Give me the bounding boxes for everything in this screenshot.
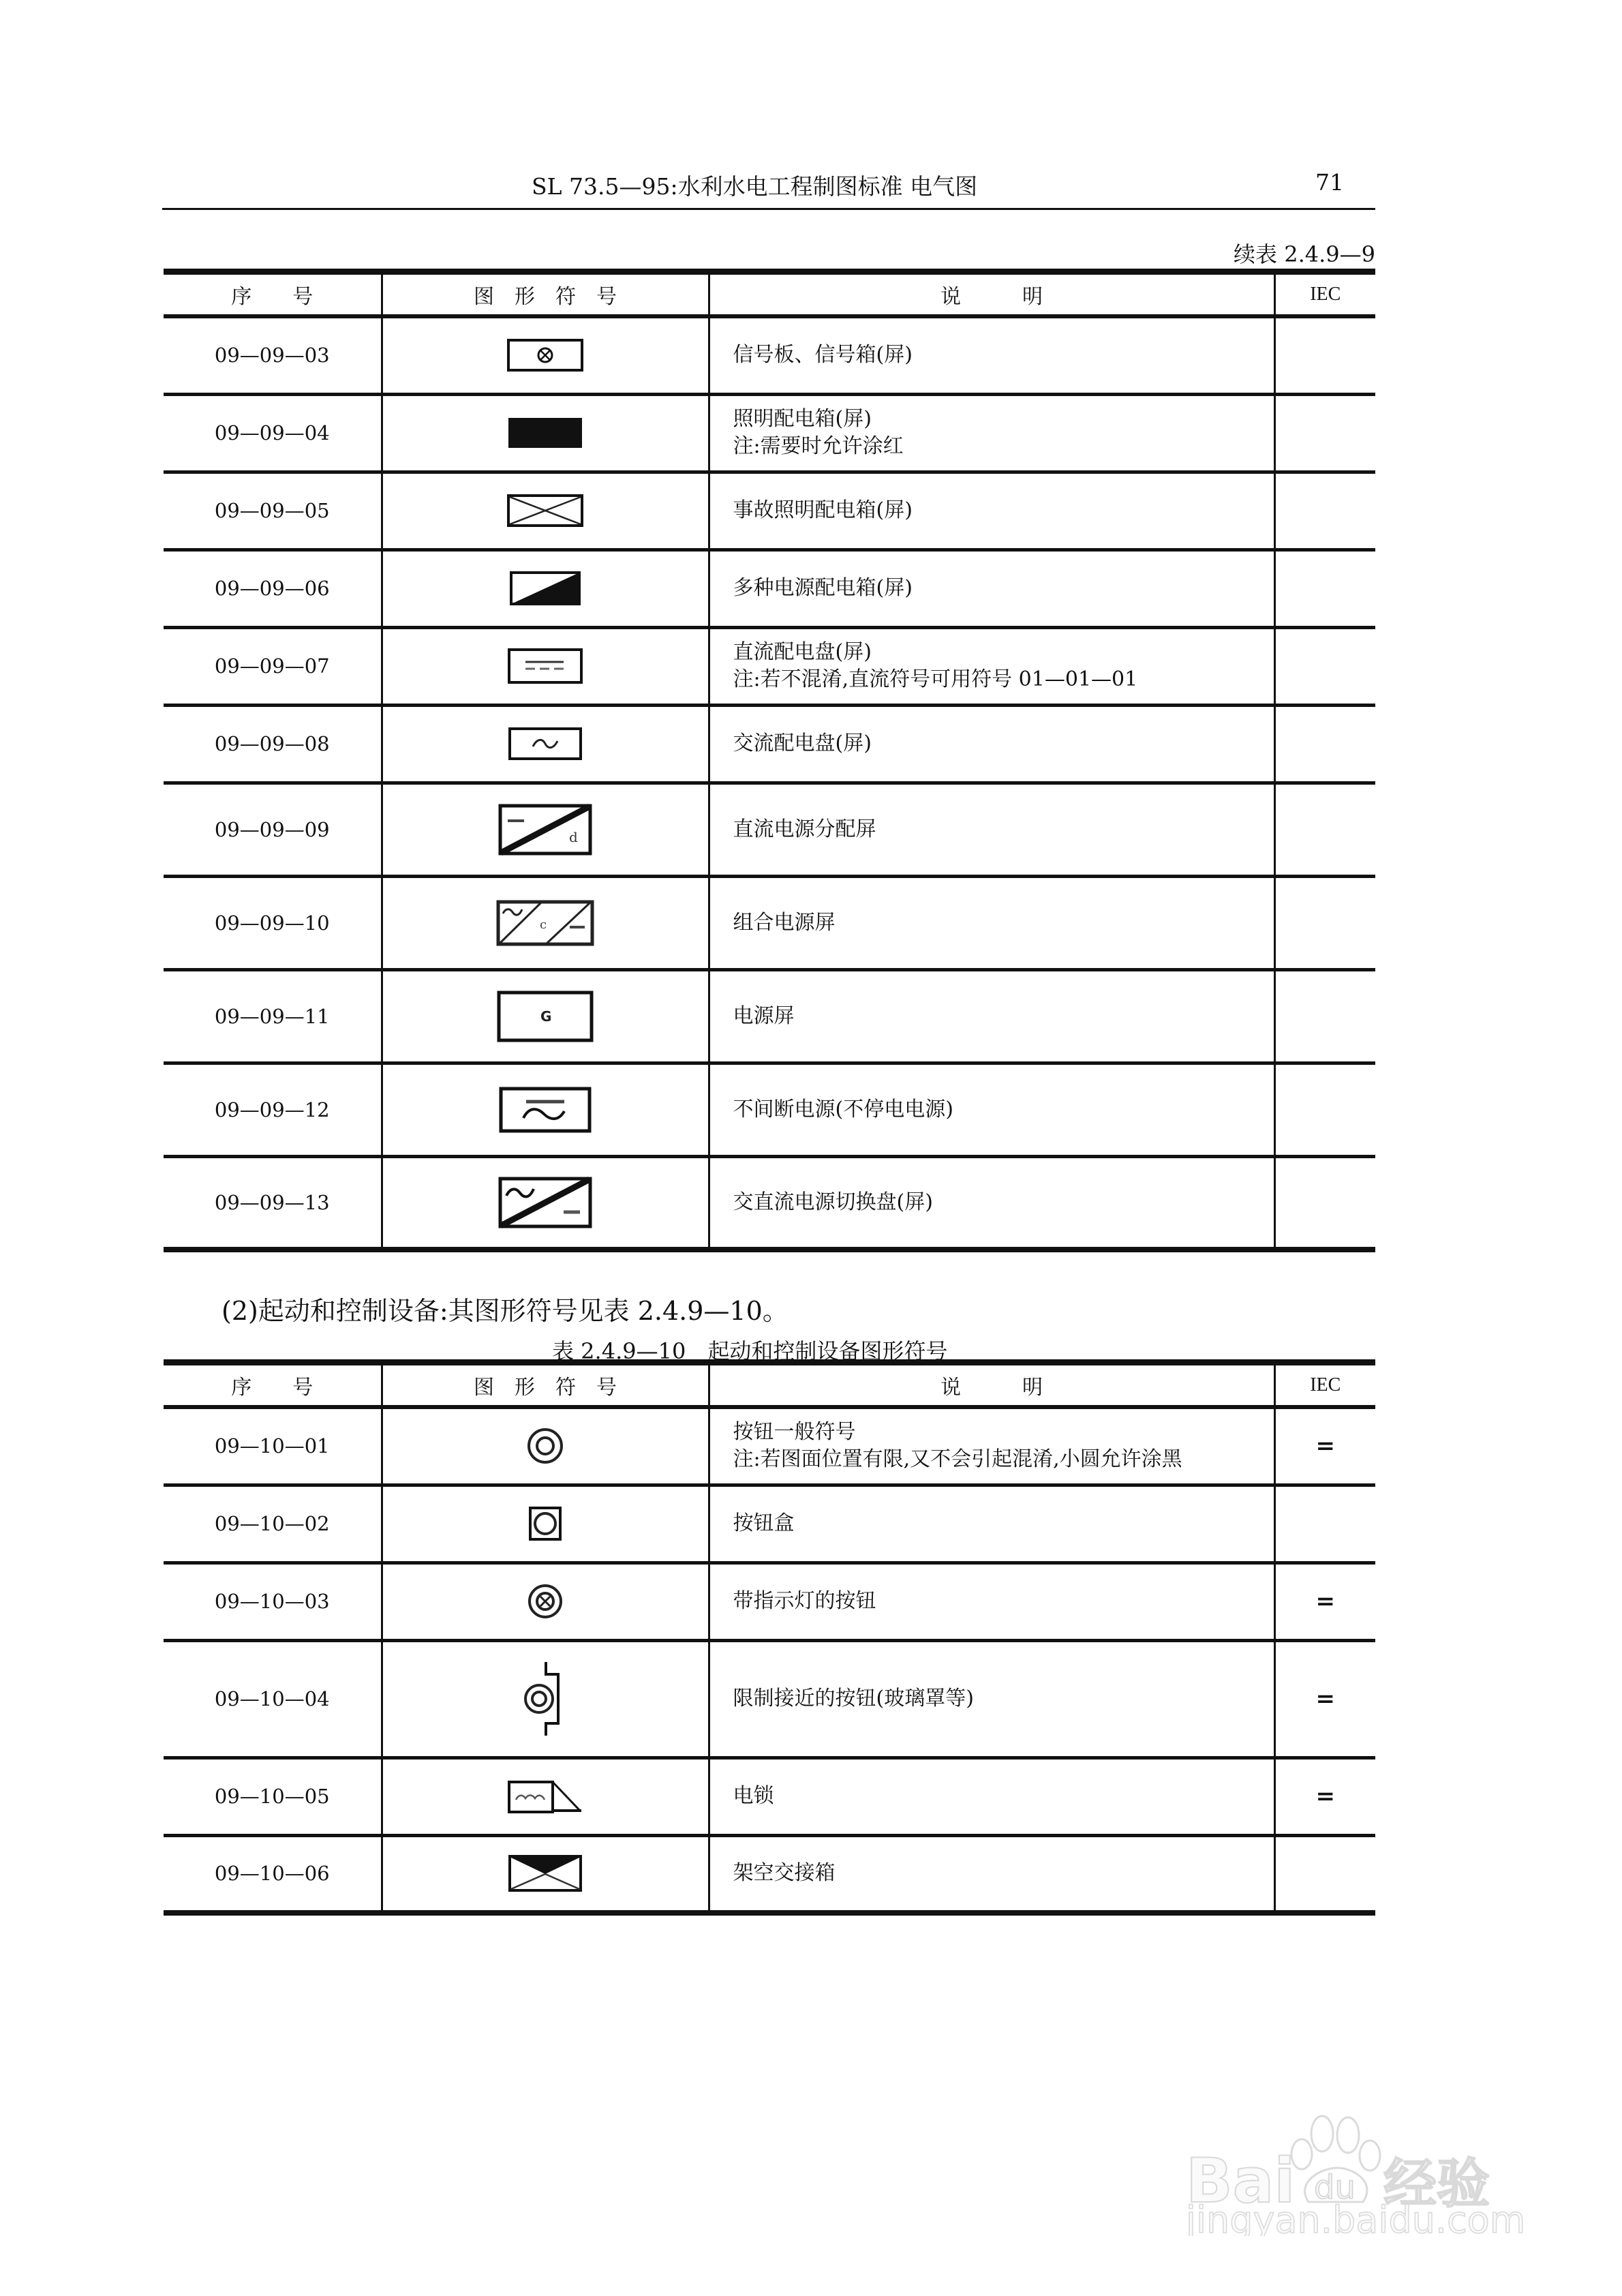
row-note: 注:需要时允许涂红 [733, 434, 904, 458]
column-header-symbol: 图 形 符 号 [382, 1363, 709, 1408]
column-header-description: 说 明 [709, 272, 1274, 317]
restricted-access-button-icon [521, 1661, 569, 1737]
row-description: 架空交接箱 [733, 1861, 836, 1886]
table-row [164, 1835, 1375, 1913]
row-iec [1274, 1156, 1375, 1250]
push-button-icon [526, 1427, 564, 1465]
table-row [164, 394, 1375, 472]
row-description: 交流配电盘(屏) [733, 731, 872, 755]
watermark-brand: Bai [1186, 2145, 1296, 2217]
signal-board-box-icon [507, 339, 583, 372]
table-header-row [164, 272, 1375, 317]
page-number: 71 [1315, 169, 1344, 196]
column-header-iec: IEC [1274, 272, 1375, 317]
row-note: 注:若图面位置有限,又不会引起混淆,小圆允许涂黑 [733, 1447, 1182, 1472]
row-description: 电源屏 [733, 1003, 795, 1028]
row-code: 09—09—04 [164, 394, 382, 472]
combined-power-screen-icon [496, 900, 594, 946]
row-iec: = [1274, 1757, 1375, 1835]
watermark-url: jingyan.baidu.com [1186, 2199, 1526, 2236]
row-iec [1274, 876, 1375, 969]
ups-icon [499, 1087, 592, 1133]
row-code: 09—10—01 [164, 1407, 382, 1485]
row-code: 09—09—13 [164, 1156, 382, 1250]
row-code: 09—09—12 [164, 1063, 382, 1156]
row-iec: = [1274, 1562, 1375, 1640]
dc-distribution-panel-icon [508, 648, 583, 684]
row-description: 直流配电盘(屏) [733, 640, 872, 664]
svg-text:经验: 经验 [1383, 2154, 1490, 2215]
row-iec [1274, 1063, 1375, 1156]
row-iec [1274, 969, 1375, 1063]
table-row [164, 1562, 1375, 1640]
column-header-code: 序 号 [164, 1363, 382, 1408]
row-code: 09—09—07 [164, 627, 382, 705]
row-code: 09—09—06 [164, 549, 382, 627]
row-code: 09—10—05 [164, 1757, 382, 1835]
table-caption: 表 2.4.9—10 起动和控制设备图形符号 [552, 1338, 948, 1364]
emergency-lighting-box-icon [507, 494, 583, 527]
row-code: 09—09—03 [164, 316, 382, 394]
row-code: 09—10—06 [164, 1835, 382, 1913]
push-button-box-icon [529, 1507, 562, 1541]
row-code: 09—10—02 [164, 1485, 382, 1562]
row-description: 信号板、信号箱(屏) [733, 343, 913, 367]
ac-distribution-panel-icon [508, 727, 582, 760]
row-iec: = [1274, 1640, 1375, 1757]
row-description: 不间断电源(不停电电源) [733, 1097, 953, 1121]
row-code: 09—10—03 [164, 1562, 382, 1640]
table-row [164, 549, 1375, 627]
symbol-table-2-4-9-10 [164, 1359, 1375, 1916]
row-note: 注:若不混淆,直流符号可用符号 01—01—01 [733, 667, 1138, 691]
column-header-code: 序 号 [164, 272, 382, 317]
column-header-symbol: 图 形 符 号 [382, 272, 709, 317]
dc-power-distribution-screen-icon [498, 804, 592, 856]
row-description: 限制接近的按钮(玻璃罩等) [733, 1687, 974, 1710]
symbol-label: G [540, 1008, 552, 1025]
column-header-iec: IEC [1274, 1363, 1375, 1408]
running-title: SL 73.5—95:水利水电工程制图标准 电气图 [532, 173, 978, 200]
row-description: 带指示灯的按钮 [733, 1589, 876, 1613]
table-row [164, 1640, 1375, 1757]
section-paragraph: (2)起动和控制设备:其图形符号见表 2.4.9—10。 [221, 1296, 789, 1326]
row-iec [1274, 316, 1375, 394]
table-row [164, 1407, 1375, 1485]
row-code: 09—09—05 [164, 472, 382, 549]
row-description: 交直流电源切换盘(屏) [733, 1190, 933, 1214]
row-description: 电锁 [733, 1784, 774, 1808]
row-description: 事故照明配电箱(屏) [733, 498, 913, 522]
row-code: 09—09—09 [164, 783, 382, 876]
row-iec [1274, 472, 1375, 549]
row-description: 按钮盒 [733, 1511, 795, 1535]
table-row [164, 316, 1375, 394]
indicator-lamp-button-icon [527, 1583, 564, 1620]
row-description: 直流电源分配屏 [733, 817, 876, 841]
row-code: 09—09—11 [164, 969, 382, 1063]
table-row [164, 783, 1375, 876]
multi-source-distribution-box-icon [510, 571, 581, 605]
row-description: 按钮一般符号 [733, 1420, 856, 1445]
table-row [164, 705, 1375, 783]
header-rule [162, 208, 1375, 210]
row-iec [1274, 1485, 1375, 1562]
electric-lock-icon [508, 1779, 583, 1813]
power-screen-icon [497, 991, 594, 1042]
row-description: 多种电源配电箱(屏) [733, 576, 913, 600]
table-row [164, 1063, 1375, 1156]
row-iec [1274, 627, 1375, 705]
row-iec [1274, 394, 1375, 472]
row-iec [1274, 783, 1375, 876]
column-header-description: 说 明 [709, 1363, 1274, 1408]
row-description: 照明配电箱(屏) [733, 407, 872, 431]
row-iec [1274, 549, 1375, 627]
table-header-row [164, 1363, 1375, 1408]
symbol-label: c [540, 917, 547, 932]
lighting-distribution-box-icon [507, 417, 583, 449]
table-row [164, 1485, 1375, 1562]
table-row [164, 1757, 1375, 1835]
table-row [164, 627, 1375, 705]
row-code: 09—09—08 [164, 705, 382, 783]
row-description: 组合电源屏 [733, 910, 836, 935]
svg-text:du: du [1314, 2169, 1356, 2207]
table-row [164, 1156, 1375, 1250]
table-row [164, 876, 1375, 969]
table-continuation-label: 续表 2.4.9—9 [1234, 241, 1375, 267]
overhead-cross-connect-box-icon [508, 1855, 582, 1892]
table-row [164, 969, 1375, 1063]
row-iec: = [1274, 1407, 1375, 1485]
row-code: 09—10—04 [164, 1640, 382, 1757]
row-iec [1274, 705, 1375, 783]
ac-dc-switchover-panel-icon [498, 1177, 592, 1228]
row-iec [1274, 1835, 1375, 1913]
symbol-label: d [569, 828, 578, 845]
baidu-paw-logo-icon [1159, 2100, 1540, 2236]
baidu-jingyan-watermark [1159, 2100, 1540, 2236]
symbol-table-2-4-9-9 [164, 269, 1375, 1252]
row-code: 09—09—10 [164, 876, 382, 969]
table-row [164, 472, 1375, 549]
